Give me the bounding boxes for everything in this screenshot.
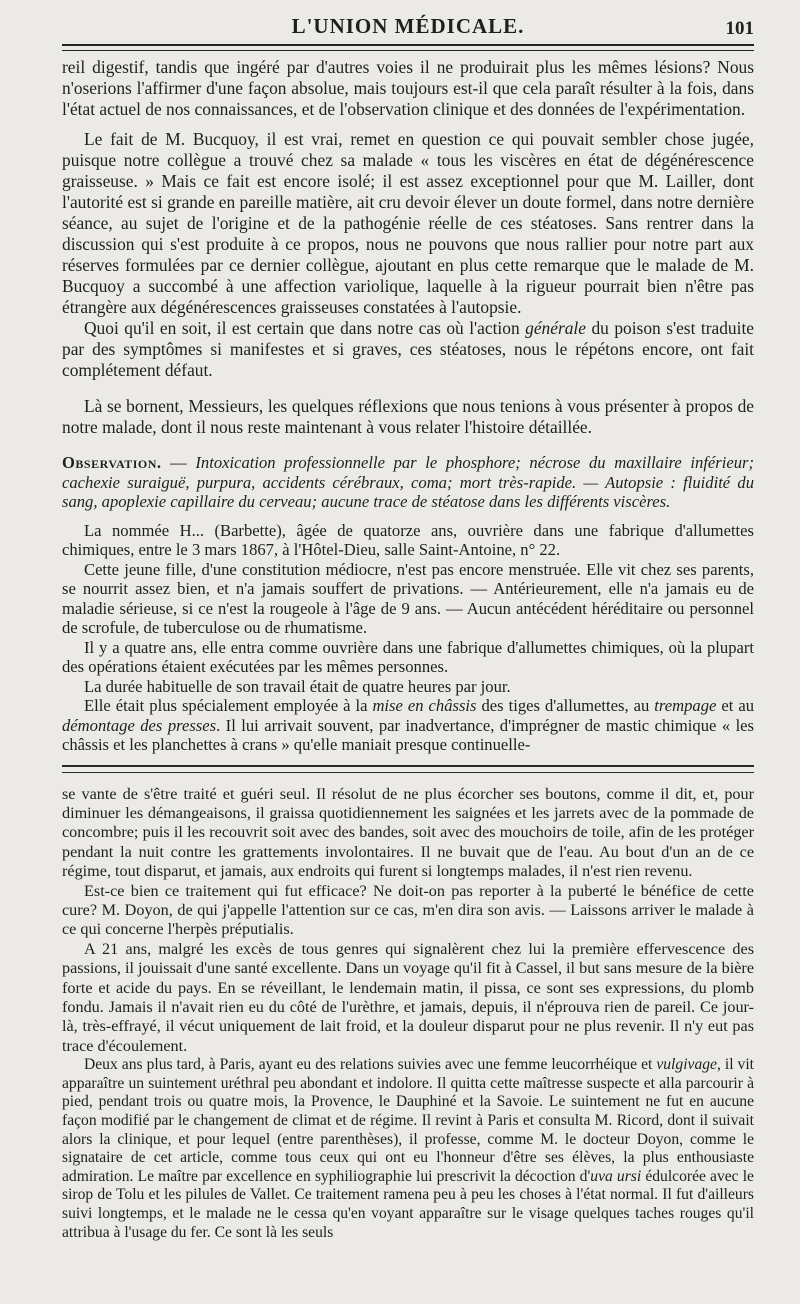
page-number: 101: [725, 18, 754, 39]
paragraph: Là se bornent, Messieurs, les quelques réflexions que nous tenions à vous présenter à propos de notre malade, dont il nous reste maintenant à vous relater l'histoire détaillée.: [62, 396, 754, 437]
paragraph: La nommée H... (Barbette), âgée de quatorze ans, ouvrière dans une fabrique d'allumettes chimiques, entre le 3 mars 1867, à l'Hôtel-Dieu, salle Saint-Antoine, n° 22.: [62, 520, 754, 559]
running-title: L'UNION MÉDICALE.: [291, 14, 525, 38]
paragraph: Elle était plus spécialement employée à la mise en châssis des tiges d'allumettes, au trempage et au démontage des presses. Il lui arrivait souvent, par inadvertance, d'imprégner de mastic chimique « les châssis et les planchettes à crans » qu'elle maniait presque continuelle-: [62, 696, 755, 754]
feuilleton-separator: [62, 765, 754, 773]
feuilleton: [62, 785, 754, 1243]
paragraph: Quoi qu'il en soit, il est certain que dans notre cas où l'action générale du poison s'est traduite par des symptômes si manifestes et si graves, ces stéatoses, nous le répétons encore, ont fait complétement défaut.: [62, 318, 755, 380]
observation-heading: Observation. — Intoxication professionnelle par le phosphore; nécrose du maxillaire inférieur; cachexie suraiguë, purpura, accidents cérébraux, coma; mort très-rapide. — Autopsie : fluidité du sang, apoplexie capillaire du cerveau; aucune trace de stéatose dans les différents viscères.: [62, 453, 755, 511]
paragraph: Le fait de M. Bucquoy, il est vrai, remet en question ce qui pouvait sembler chose jugée, puisque notre collègue a trouvé chez sa malade « tous les viscères en état de dégénérescence graisseuse. » Mais ce fait est encore isolé; il est assez exceptionnel pour que M. Lailler, dont l'autorité est si grande en pareille matière, ait cru devoir élever un doute formel, dans notre dernière séance, au sujet de l'origine et de la pathogénie réelle de ces stéatoses. Sans rentrer dans la discussion qui s'est produite à ce propos, nous ne pouvons que nous rallier pour notre part aux réserves formulées par ce dernier collègue, ajoutant en plus cette remarque que le malade de M. Bucquoy a succombé à une affection variolique, laquelle à la rigueur pourrait bien n'être pas étrangère aux dégénérescences graisseuses constatées à l'autopsie.: [62, 129, 754, 317]
paragraph: A 21 ans, malgré les excès de tous genres qui signalèrent chez lui la première effervescence des passions, il jouissait d'une santé excellente. Dans un voyage qu'il fit à Cassel, il but sans mesure de la bière forte et acide du pays. En se réveillant, le lendemain matin, il pissa, ce sont ses expressions, du plomb fondu. Jamais il n'avait rien eu du côté de l'urèthre, et jamais, depuis, il n'éprouva rien de pareil. Ce jour-là, très-effrayé, il vécut uniquement de lait froid, et la douleur disparut pour ne plus revenir. Il n'y eut pas trace d'écoulement.: [62, 939, 754, 1055]
paragraph: reil digestif, tandis que ingéré par d'autres voies il ne produirait plus les mêmes lésions? Nous n'oserions l'affirmer d'une façon absolue, mais toujours est-il que cela paraît résulter à la fois, dans l'état actuel de nos connaissances, et de l'observation clinique et des données de l'expérimentation.: [62, 57, 754, 119]
paragraph: La durée habituelle de son travail était de quatre heures par jour.: [84, 676, 511, 696]
main-article: [62, 57, 754, 438]
observation-body: [62, 521, 754, 755]
paragraph: Cette jeune fille, d'une constitution médiocre, n'est pas encore menstruée. Elle vit chez ses parents, se nourrit assez bien, et n'a jamais souffert de privations. — Antérieurement, elle n'a jamais eu de maladie sérieuse, si ce n'est la rougeole à l'âge de 9 ans. — Aucun antécédent héréditaire ou personnel de scrofule, de tuberculose ou de rhumatisme.: [62, 559, 754, 637]
paragraph: Est-ce bien ce traitement qui fut efficace? Ne doit-on pas reporter à la puberté le bénéfice de cette cure? M. Doyon, de qui j'appelle l'attention sur ce cas, m'en dira son avis. — Laissons arriver le malade à ce qui concerne l'herpès préputialis.: [62, 881, 754, 939]
paragraph: Il y a quatre ans, elle entra comme ouvrière dans une fabrique d'allumettes chimiques, où la plupart des opérations étaient exécutées par les mêmes personnes.: [62, 637, 754, 676]
header-rule: [62, 44, 754, 51]
paragraph: Deux ans plus tard, à Paris, ayant eu des relations suivies avec une femme leucorrhéique et vulgivage, il vit apparaître un suintement uréthral peu abondant et indolore. Il quitta cette maîtresse suspecte et alla parcourir à pied, pendant trois ou quatre mois, la Provence, le Dauphiné et la Savoie. Le suintement ne fut en aucune façon modifié par le changement de climat et de régime. Il revint à Paris et consulta M. Ricord, dont il suivait alors la clinique, et pour lequel (entre parenthèses), il professe, comme M. le docteur Doyon, comme le signataire de cet article, comme tous ceux qui ont eu l'honneur d'être ses élèves, la plus enthousiaste admiration. Le maître par excellence en syphiliographie lui prescrivit la décoction d'uva ursi édulcorée avec le sirop de Tolu et les pilules de Vallet. Ce traitement ramena peu à peu les choses à l'état normal. Il fut d'ailleurs suivi longtemps, et le malade ne le cessa qu'en voyant apparaître sur le visage quelques taches rouges qu'il attribua à l'usage du fer. Ce sont là les seuls: [62, 1056, 754, 1241]
page-header: [62, 0, 754, 44]
paragraph: se vante de s'être traité et guéri seul. Il résolut de ne plus écorcher ses boutons, comme il dit, et, pour diminuer les démangeaisons, il graissa quotidiennement les saignées et les jarrets avec de la pommade de concombre; puis il les recouvrit soit avec des bandes, soit avec des mouchoirs de toile, afin de les protéger pendant la nuit contre les grattements involontaires. Il ne buvait que de l'eau. Au bout d'un an de ce régime, tout disparut, et jamais, aux endroits qui furent si longtemps malades, il n'est rien revenu.: [62, 784, 754, 881]
